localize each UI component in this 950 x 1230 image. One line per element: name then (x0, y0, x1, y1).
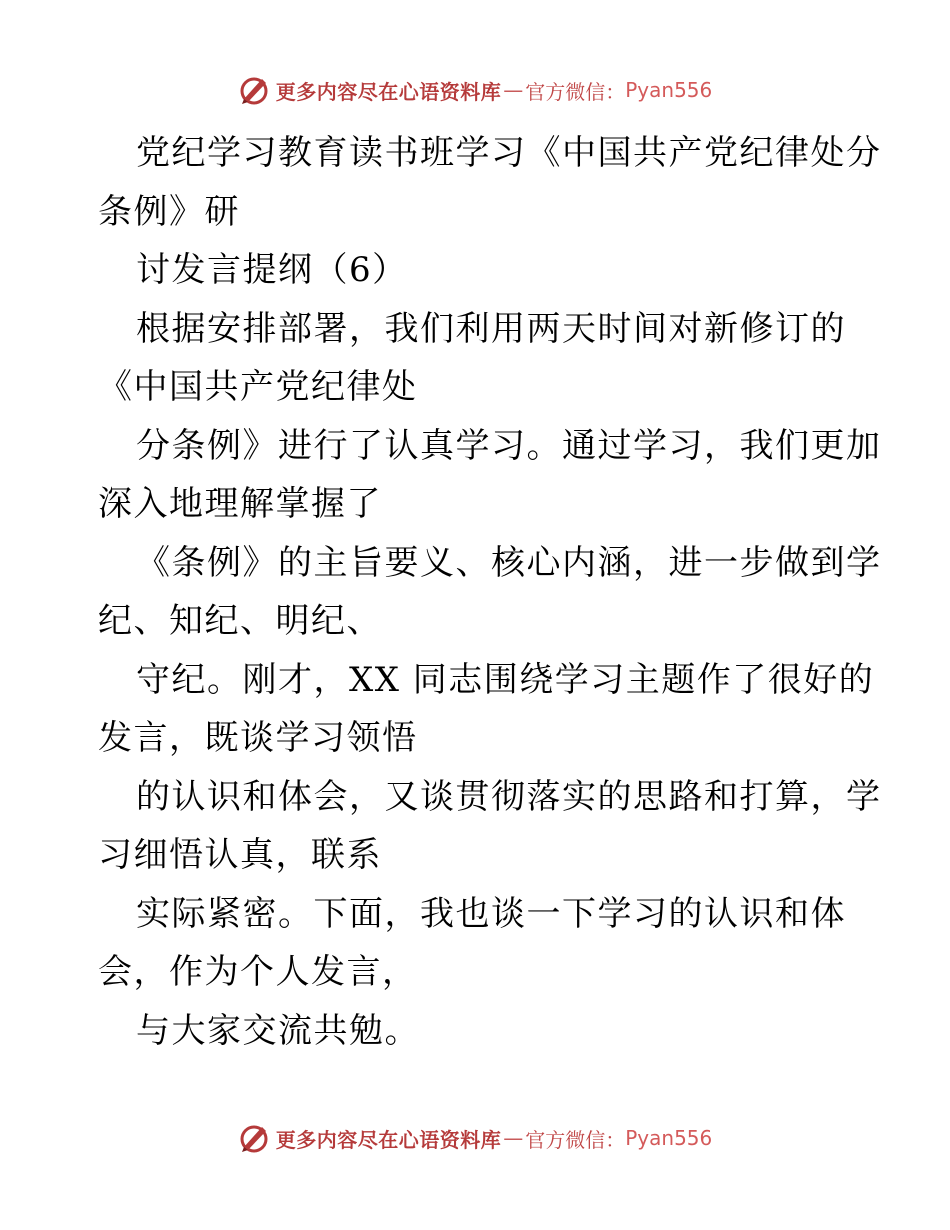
text-line: 纪、知纪、明纪、 (98, 601, 382, 641)
text-line: 发言，既谈学习领悟 (98, 718, 418, 758)
watermark-contact-label: 官方微信： (525, 79, 626, 104)
document-body (98, 124, 882, 1060)
text-line: 守纪。刚才，XX 同志围绕学习主题作了很好的 (136, 659, 875, 700)
text-line: 分条例》进行了认真学习。通过学习，我们更加 (136, 425, 882, 466)
footer-watermark (0, 1118, 950, 1158)
text-line: 《条例》的主旨要义、核心内涵，进一步做到学 (136, 542, 882, 583)
text-line: 《中国共产党纪律处 (98, 367, 418, 407)
pen-logo-icon (238, 1122, 270, 1154)
text-line: 党纪学习教育读书班学习《中国共产党纪律处分 (136, 133, 882, 173)
watermark-separator: — (503, 78, 524, 102)
text-line: 会，作为个人发言， (98, 952, 418, 992)
text-line: 根据安排部署，我们利用两天时间对新修订的 (136, 308, 846, 349)
text-line: 实际紧密。下面，我也谈一下学习的认识和体 (136, 893, 846, 934)
watermark-contact-id: Pyan556 (625, 78, 713, 102)
text-line: 的认识和体会，又谈贯彻落实的思路和打算，学 (136, 776, 882, 817)
watermark-contact-id: Pyan556 (625, 1126, 713, 1150)
pen-logo-icon (238, 74, 270, 106)
text-line: 与大家交流共勉。 (136, 1010, 420, 1051)
header-watermark (0, 70, 950, 110)
text-line: 习细悟认真，联系 (98, 835, 382, 875)
watermark-contact-label: 官方微信： (525, 1127, 626, 1152)
text-line: 条例》研 (98, 191, 240, 232)
watermark-text: 更多内容尽在心语资料库 (275, 1127, 502, 1152)
watermark-separator: — (503, 1126, 524, 1150)
text-line: 讨发言提纲（6） (136, 250, 408, 290)
text-line: 深入地理解掌握了 (98, 484, 382, 524)
watermark-text: 更多内容尽在心语资料库 (275, 79, 502, 104)
